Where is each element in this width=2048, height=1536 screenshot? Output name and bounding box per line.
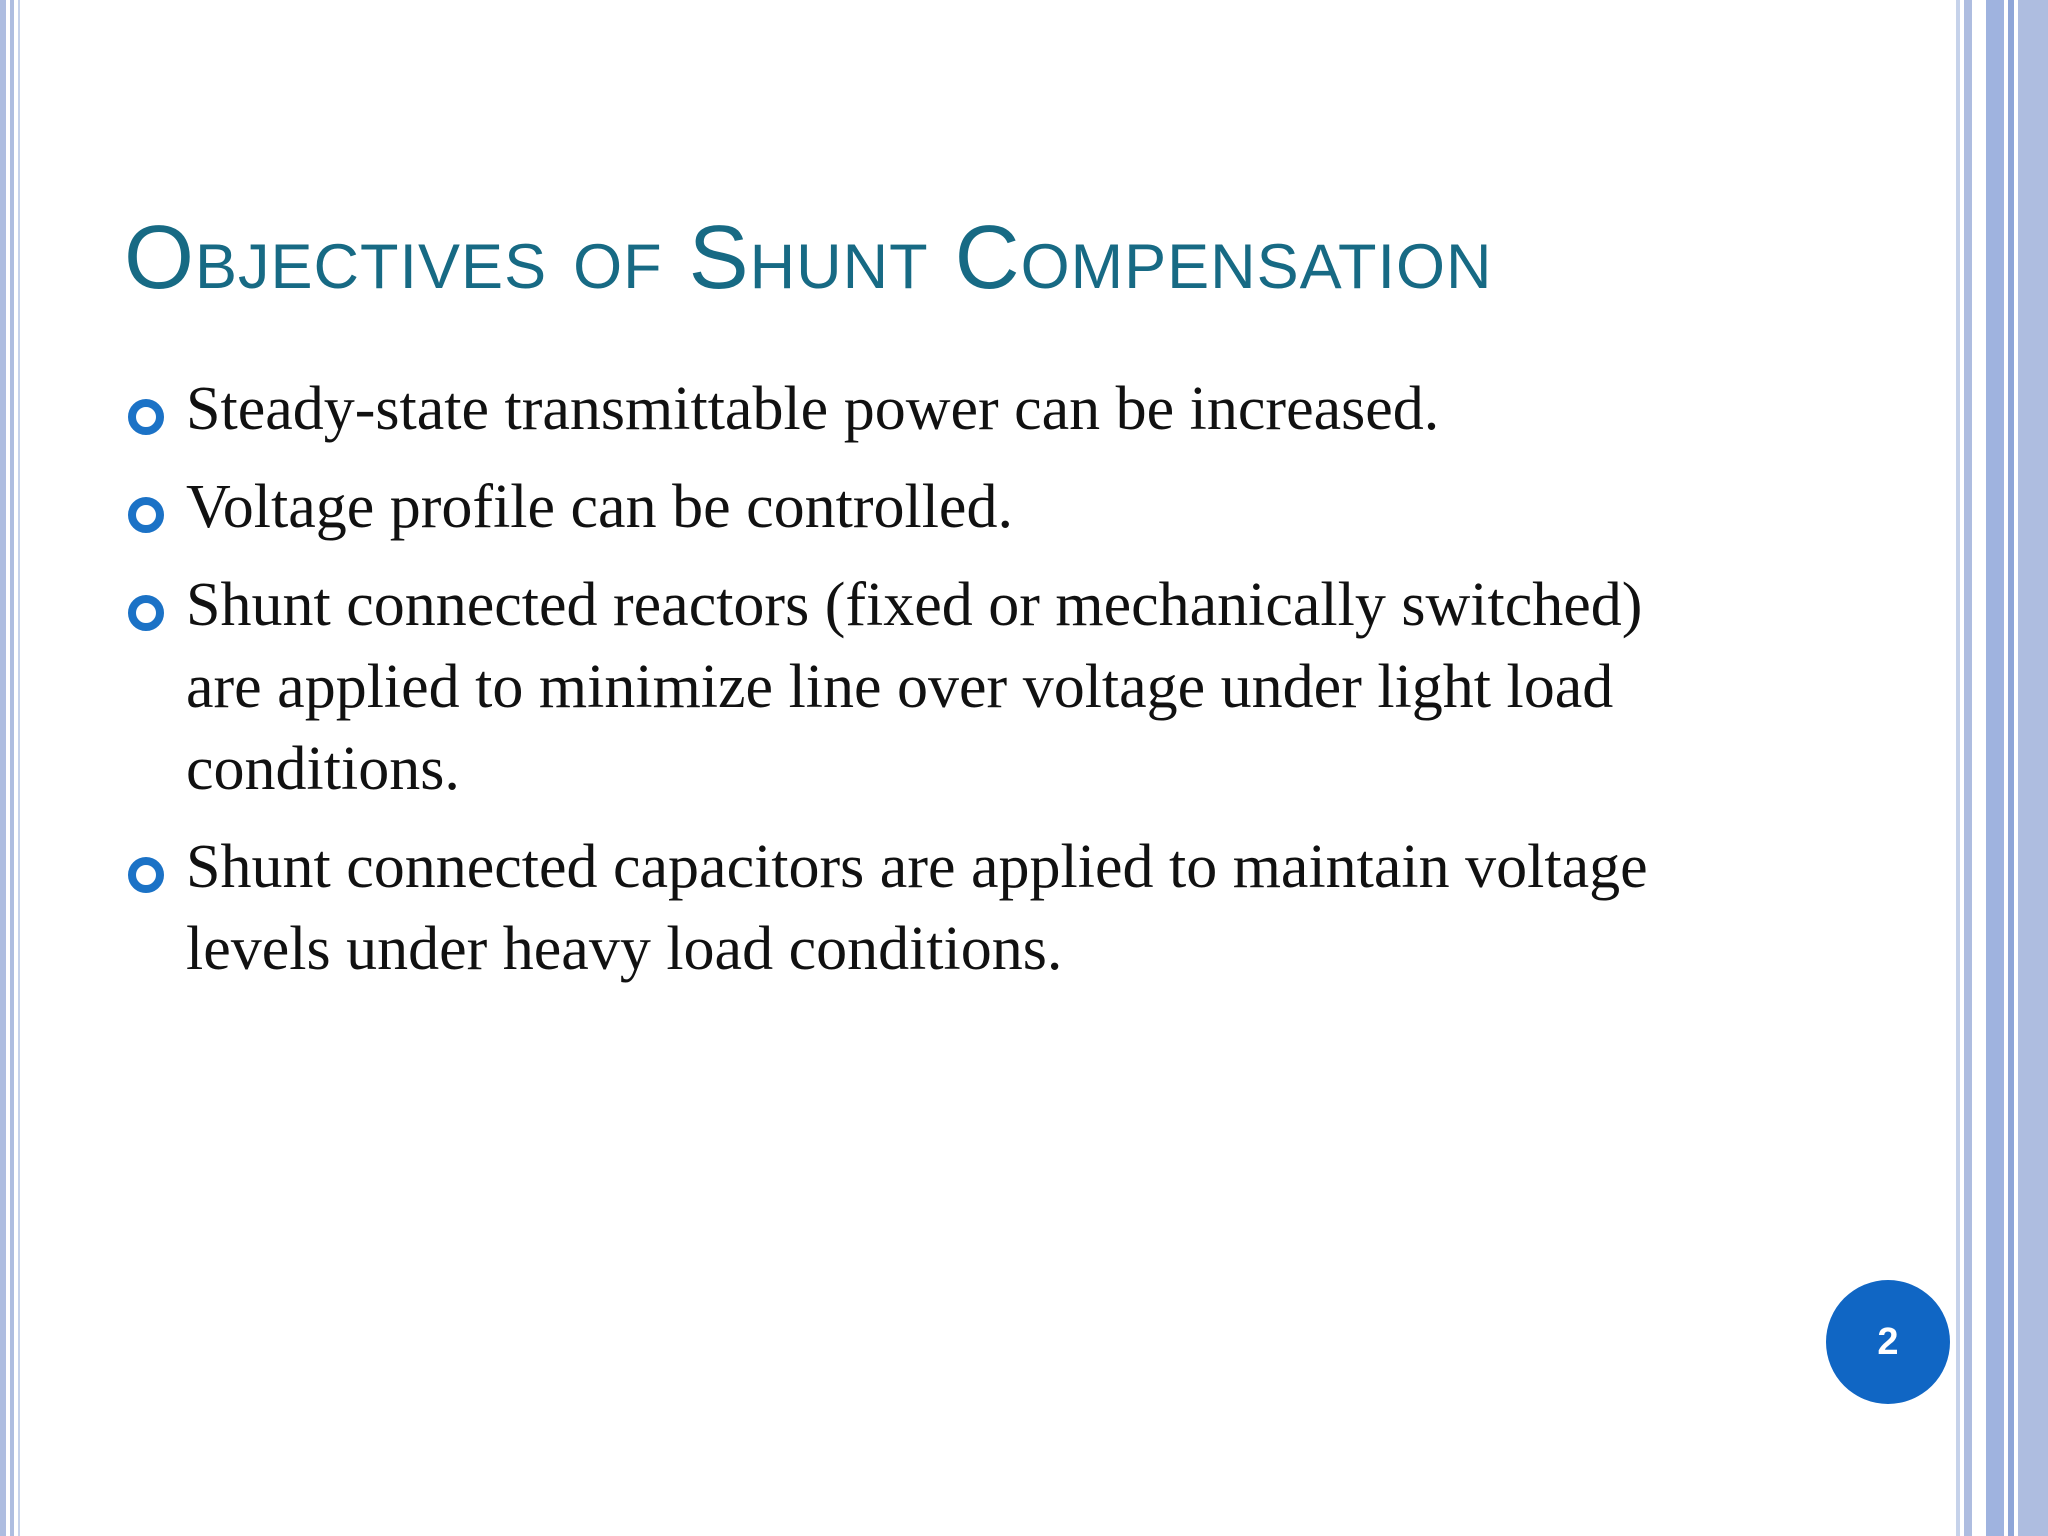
left-border-stripe (18, 0, 20, 1536)
left-border-stripe (0, 0, 6, 1536)
page-number-badge: 2 (1826, 1280, 1950, 1404)
right-decorative-border (1956, 0, 2048, 1536)
ring-bullet-icon (128, 399, 164, 435)
bullet-item (124, 466, 1684, 548)
bullet-item (124, 368, 1684, 450)
bullet-text: Shunt connected capacitors are applied to maintain voltage levels under heavy load conditions. (186, 833, 1648, 983)
left-decorative-border (0, 0, 26, 1536)
right-border-stripe (2008, 0, 2014, 1536)
ring-bullet-icon (128, 595, 164, 631)
bullet-list (124, 368, 1684, 1006)
bullet-item (124, 826, 1684, 990)
left-border-stripe (10, 0, 14, 1536)
ring-bullet-icon (128, 497, 164, 533)
bullet-text: Voltage profile can be controlled. (186, 473, 1013, 541)
right-border-stripe (1986, 0, 2004, 1536)
slide-title: Objectives of Shunt Compensation (124, 208, 1493, 308)
right-border-stripe (1956, 0, 1960, 1536)
ring-bullet-icon (128, 857, 164, 893)
right-border-stripe (2018, 0, 2048, 1536)
bullet-text: Shunt connected reactors (fixed or mechanically switched) are applied to minimize line over voltage under light load conditions. (186, 571, 1643, 803)
right-border-stripe (1964, 0, 1972, 1536)
bullet-text: Steady-state transmittable power can be increased. (186, 375, 1440, 443)
bullet-item (124, 564, 1684, 810)
